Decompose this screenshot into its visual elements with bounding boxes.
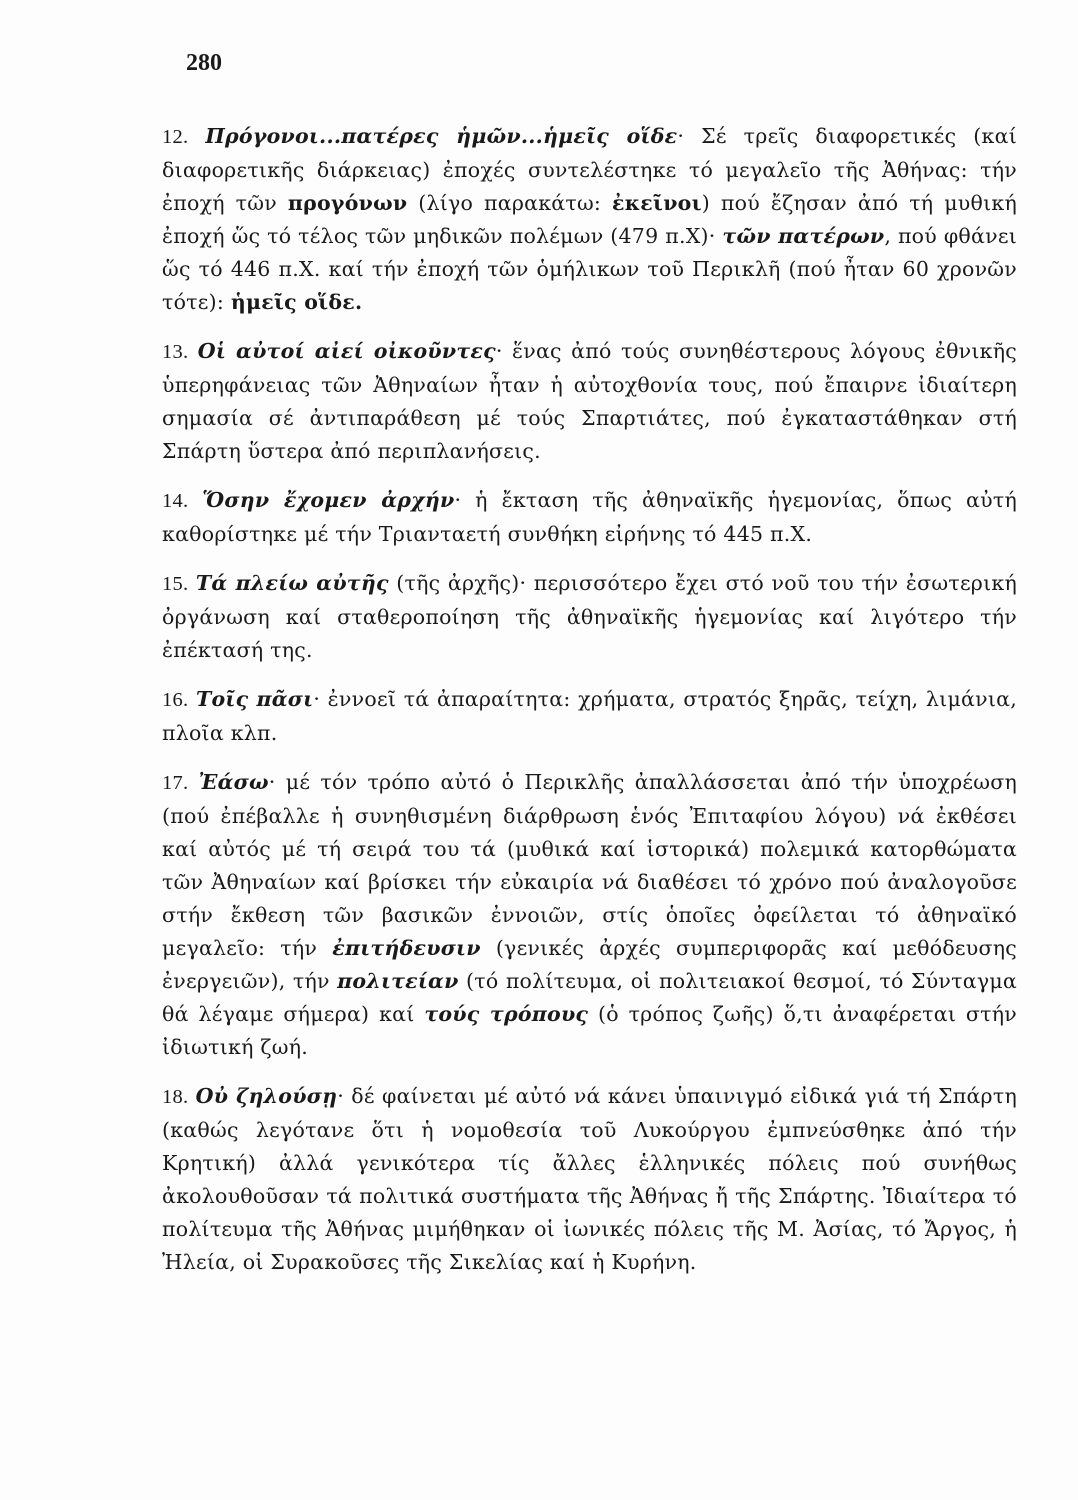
note-text: · ἐννοεῖ τά ἀπαραίτητα: χρήματα, στρατός ξηρᾶς, τείχη, λιμάνια, πλοῖα κλπ.	[162, 687, 1017, 745]
note-13	[162, 335, 1017, 468]
note-15	[162, 567, 1017, 667]
note-number: 13.	[162, 341, 189, 363]
note-text: · μέ τόν τρόπο αὐτό ὁ Περικλῆς ἀπαλλάσσεται ἀπό τήν ὑποχρέωση (πού ἐπέβαλλε ἡ συνηθισμένη διάρθρωση ἑνός Ἐπιταφίου λόγου) νά ἐκθέσει καί αὐτός μέ τή σειρά του τά (μυθικά καί ἱστορικά) πολεμικά κατορθώματα τῶν Ἀθηναίων καί βρίσκει τήν εὐκαιρία νά διαθέσει τό χρόνο πού ἀναλογοῦσε στήν ἔκθεση τῶν βασικῶν ἐννοιῶν, στίς ὁποῖες ὀφείλεται τό ἀθηναϊκό μεγαλεῖο: τήν	[162, 770, 1017, 960]
note-number: 18.	[162, 1086, 189, 1108]
note-text: (τό πολίτευμα, οἱ πολιτειακοί θεσμοί, τό Σύνταγμα θά λέγαμε σήμερα) καί	[162, 969, 1017, 1026]
note-lemma: Τοῖς πᾶσι	[195, 687, 314, 711]
note-keyword: προγόνων	[287, 191, 408, 215]
note-text: (λίγο παρακάτω:	[407, 191, 612, 215]
note-text: , πού φθάνει ὥς τό 446 π.Χ. καί τήν ἐποχή τῶν ὁμήλικων τοῦ Περικλῆ (πού ἦταν 60 χρονῶν τότε):	[162, 224, 1017, 314]
page-number: 280	[186, 50, 222, 76]
note-text: · δέ φαίνεται μέ αὐτό νά κάνει ὑπαινιγμό εἰδικά γιά τή Σπάρτη (καθώς λεγότανε ὅτι ἡ νομοθεσία τοῦ Λυκούργου ἐμπνεύσθηκε ἀπό τήν Κρητική) ἀλλά γενικότερα τίς ἄλλες ἑλληνικές πόλεις πού συνήθως ἀκολουθοῦσαν τά πολιτικά συστήματα τῆς Ἀθήνας ἤ τῆς Σπάρτης. Ἰδιαίτερα τό πολίτευμα τῆς Ἀθήνας μιμήθηκαν οἱ ἰωνικές πόλεις τῆς Μ. Ἀσίας, τό Ἄργος, ἡ Ἠλεία, οἱ Συρακοῦσες τῆς Σικελίας καί ἡ Κυρήνη.	[162, 1084, 1017, 1274]
note-number: 17.	[162, 772, 189, 794]
note-number: 14.	[162, 490, 189, 512]
note-text: (γενικές ἀρχές συμπεριφορᾶς καί μεθόδευσης ἐνεργειῶν), τήν	[162, 936, 1017, 993]
note-text: · ἡ ἔκταση τῆς ἀθηναϊκῆς ἡγεμονίας, ὅπως αὐτή καθορίστηκε μέ τήν Τριανταετή συνθήκη εἰρήνης τό 445 π.Χ.	[162, 488, 1017, 546]
note-keyword: ἡμεῖς οἵδε.	[230, 290, 363, 314]
note-16	[162, 683, 1017, 750]
note-text: (τῆς ἀρχῆς)· περισσότερο ἔχει στό νοῦ του τήν ἐσωτερική ὀργάνωση καί σταθεροποίηση τῆς ἀθηναϊκῆς ἡγεμονίας καί λιγότερο τήν ἐπέκτασή της.	[162, 571, 1017, 662]
note-text: (ὁ τρόπος ζωῆς) ὅ,τι ἀναφέρεται στήν ἰδιωτική ζωή.	[162, 1002, 1017, 1059]
note-17	[162, 766, 1017, 1064]
commentary-notes	[162, 120, 1017, 1295]
note-lemma: Οὐ ζηλούσῃ	[195, 1084, 338, 1108]
note-text: · ἕνας ἀπό τούς συνηθέστερους λόγους ἐθνικῆς ὑπερηφάνειας τῶν Ἀθηναίων ἦταν ἡ αὐτοχθονία τους, πού ἔπαιρνε ἰδιαίτερη σημασία σέ ἀντιπαράθεση μέ τούς Σπαρτιάτες, πού ἐγκαταστάθηκαν στή Σπάρτη ὕστερα ἀπό περιπλανήσεις.	[162, 339, 1017, 463]
note-lemma: Ἐάσω	[198, 770, 269, 794]
note-lemma: Τά πλείω αὐτῆς	[195, 571, 389, 595]
note-12	[162, 120, 1017, 319]
note-18	[162, 1080, 1017, 1279]
note-lemma: τούς τρόπους	[424, 1002, 589, 1026]
note-text: ) πού ἔζησαν ἀπό τή μυθική ἐποχή ὥς τό τέλος τῶν μηδικῶν πολέμων (479 π.Χ)·	[162, 191, 1017, 248]
note-keyword: ἐκεῖνοι	[611, 191, 702, 215]
note-lemma: Οἱ αὐτοί αἰεί οἰκοῦντες	[197, 339, 496, 363]
note-lemma: τῶν πατέρων	[722, 224, 885, 248]
note-14	[162, 484, 1017, 551]
note-number: 15.	[162, 573, 189, 595]
note-text: · Σέ τρεῖς διαφορετικές (καί διαφορετικῆς διάρκειας) ἐποχές συντελέστηκε τό μεγαλεῖο τῆς Ἀθήνας: τήν ἐποχή τῶν	[162, 124, 1017, 215]
note-lemma: Ὅσην ἔχομεν ἀρχήν	[202, 488, 455, 512]
note-lemma: ἐπιτήδευσιν	[332, 936, 481, 960]
note-lemma: πολιτείαν	[337, 969, 459, 993]
note-lemma: Πρόγονοι...πατέρες ἡμῶν...ἡμεῖς οἵδε	[205, 124, 678, 148]
note-number: 16.	[162, 689, 189, 711]
note-number: 12.	[162, 126, 189, 148]
